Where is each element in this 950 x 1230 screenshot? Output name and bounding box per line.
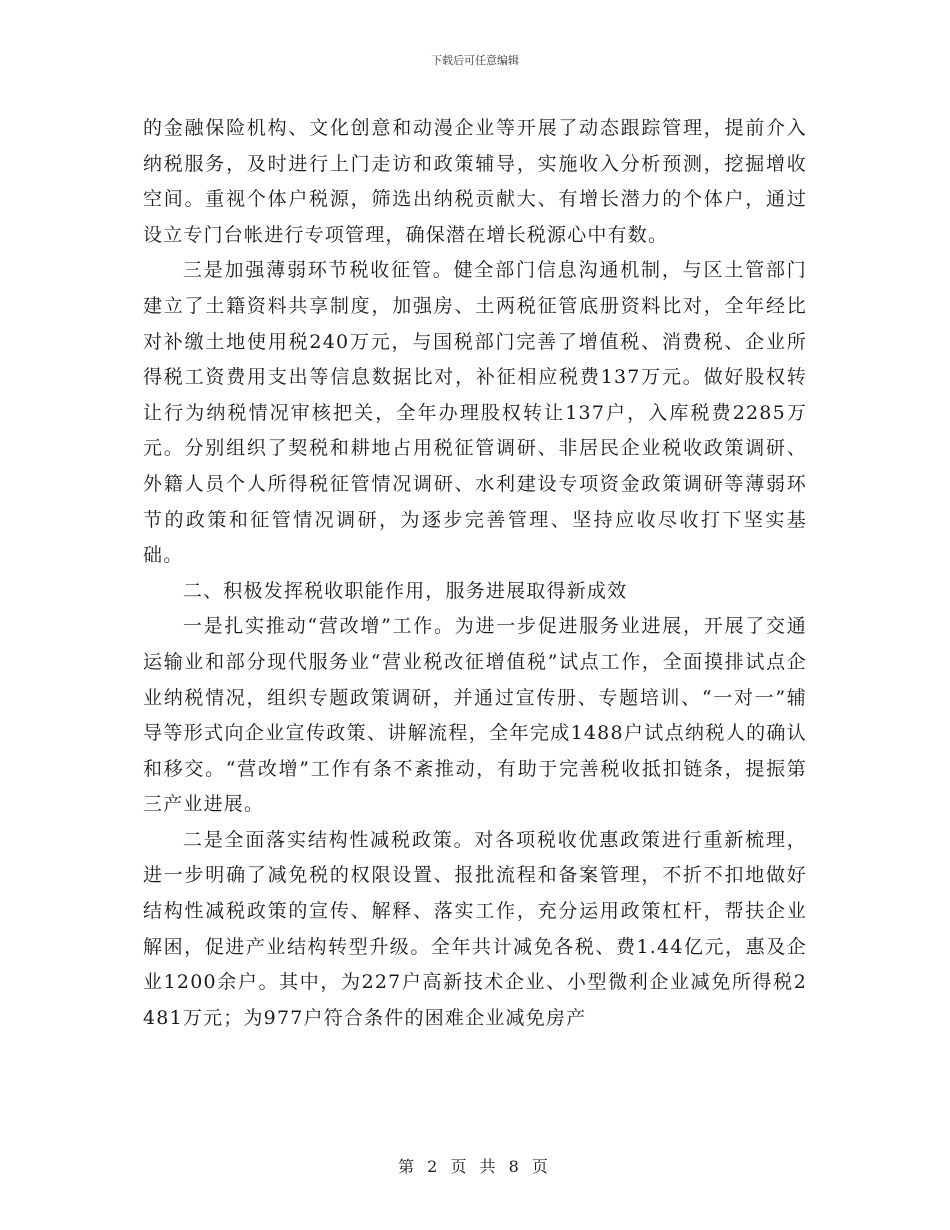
section-heading: 二、积极发挥税收职能作用，服务进展取得新成效	[182, 579, 628, 602]
paragraph-tax-reduction: 二是全面落实结构性减税政策。对各项税收优惠政策进行重新梳理，进一步明确了减免税的权限设置、报批流程和备案管理，不折不扣地做好结构性减税政策的宣传、解释、落实工作，充分运用政策杠杆，帮扶企业解困，促进产业结构转型升级。全年共计减免各税、费1.44亿元，惠及企业1200余户。其中，为227户高新技术企业、小型微利企业减免所得税2481万元；为977户符合条件的困难企业减免房产	[143, 828, 807, 1029]
paragraph-continuation: 的金融保险机构、文化创意和动漫企业等开展了动态跟踪管理，提前介入纳税服务，及时进行上门走访和政策辅导，实施收入分析预测，挖掘增收空间。重视个体户税源，筛选出纳税贡献大、有增长潜力的个体户，通过设立专门台帐进行专项管理，确保潜在增长税源心中有数。	[143, 117, 807, 246]
paragraph-weak-links: 三是加强薄弱环节税收征管。健全部门信息沟通机制，与区土管部门建立了土籍资料共享制度，加强房、土两税征管底册资料比对，全年经比对补缴土地使用税240万元，与国税部门完善了增值税、消费税、企业所得税工资费用支出等信息数据比对，补征相应税费137万元。做好股权转让行为纳税情况审核把关，全年办理股权转让137户，入库税费2285万元。分别组织了契税和耕地占用税征管调研、非居民企业税收政策调研、外籍人员个人所得税征管情况调研、水利建设专项资金政策调研等薄弱环节的政策和征管情况调研，为逐步完善管理、坚持应收尽收打下坚实基础。	[143, 259, 807, 567]
page-number: 第 2 页 共 8 页	[398, 1157, 552, 1176]
header-note: 下载后可任意编辑	[431, 54, 519, 67]
paragraph-vat-reform: 一是扎实推动“营改增”工作。为进一步促进服务业进展，开展了交通运输业和部分现代服务业“营业税改征增值税”试点工作，全面摸排试点企业纳税情况，组织专题政策调研，并通过宣传册、专题培训、“一对一”辅导等形式向企业宣传政策、讲解流程，全年完成1488户试点纳税人的确认和移交。“营改增”工作有条不紊推动，有助于完善税收抵扣链条，提振第三产业进展。	[143, 615, 807, 816]
body-text	[143, 111, 807, 1036]
